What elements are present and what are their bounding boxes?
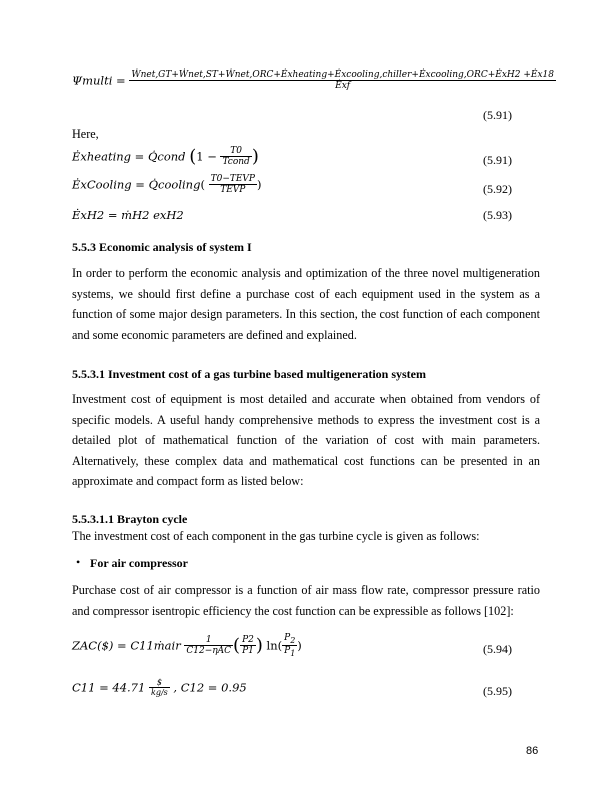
paragraph-553: In order to perform the economic analysis and optimization of the three novel multigeneration systems, we should first define a purchase cost of each equipment used in the system as a function of some major design parameters. In this section, the cost function of each component and some economic parameters are defined and explained. [72, 266, 540, 342]
equation-ex-h2: ĖxH2 = ṁH2 exH2 [72, 208, 184, 222]
eq-cooling-den: TEVP [220, 185, 246, 195]
eq-psi-numerator: Ẇnet,GT+Ẇnet,ST+Ẇnet,ORC+Ėxheating+Ėxcooling,chiller+Ėxcooling,ORC+ĖxH2 +Ėx18 [131, 70, 554, 80]
paragraph-air-compressor: Purchase cost of air compressor is a function of air mass flow rate, compressor pressure ratio and compressor isentropic efficiency the cost function can be expressible as follows [102]: [72, 583, 540, 618]
eq-number-594: (5.94) [483, 642, 512, 656]
eq-zac-f2-den: P1 [242, 645, 254, 656]
eq-zac-f2-num: P2 [242, 634, 254, 645]
eq-psi-lhs: Ψmulti = [72, 73, 126, 88]
page-number: 86 [526, 745, 539, 757]
paragraph-5531: Investment cost of equipment is most detailed and accurate when obtained from vendors of specific models. A useful handy comprehensive methods to express the investment cost is a detailed plot of mathematical function of the variation of cost with main parameters. Alternatively, these complex data and mathematical cost functions can be presented in an approximate and compact form as listed below: [72, 392, 540, 488]
eq-number-595: (5.95) [483, 684, 512, 698]
section-heading-553: 5.5.3 Economic analysis of system I [72, 240, 252, 254]
equation-ex-cooling: ĖxCooling = Q̇cooling( $\frac{\text{T0−TEVP}}{\text{TEVP}}$ ) [72, 174, 262, 195]
section-heading-55311: 5.5.3.1.1 Brayton cycle [72, 512, 188, 526]
eq-c11-unit-num: $ [149, 678, 170, 688]
eq-c12: , C12 = 0.95 [173, 680, 247, 695]
eq-number-591b: (5.91) [483, 153, 512, 167]
eq-psi-denominator: Ėxf [335, 81, 351, 91]
here-label: Here, [72, 127, 99, 141]
bullet-dot-icon: • [76, 555, 81, 569]
eq-number-591a: (5.91) [483, 108, 512, 122]
eq-number-593: (5.93) [483, 208, 512, 222]
eq-cooling-lhs: ĖxCooling = Q̇cooling [72, 177, 201, 192]
eq-zac-f1-num: 1 [184, 635, 233, 646]
paragraph-brayton: The investment cost of each component in the gas turbine cycle is given as follows: [72, 529, 480, 543]
eq-c11: C11 = 44.71 [72, 680, 146, 695]
eq-cooling-num: T0−TEVP [210, 174, 255, 184]
eq-zac-ln: ln( [266, 638, 283, 653]
eq-heating-den: Tcond [222, 157, 250, 167]
equation-zac: ZAC($) = C11ṁair $\frac{1}{\text{C12−ηAC}}$ ( $\frac{P2}{P1}$ ) ln( $\frac{P_2}{P_1}$ ) [72, 633, 302, 658]
eq-number-592: (5.92) [483, 182, 512, 196]
equation-ex-heating: Ėxheating = Q̇cond (1 − $\frac{T0}{\text{Tcond}}$ ) [72, 146, 259, 167]
eq-heating-one-minus: 1 − [196, 149, 217, 164]
eq-c11-unit-den: kg/s [150, 688, 168, 697]
eq-heating-lhs: Ėxheating = Q̇cond [72, 149, 186, 164]
eq-heating-num: T0 [220, 146, 251, 157]
bullet-air-compressor: For air compressor [90, 556, 188, 570]
equation-c11-c12 [72, 678, 247, 697]
eq-zac-f1-den: C12−ηAC [186, 645, 232, 656]
section-heading-5531: 5.5.3.1 Investment cost of a gas turbine based multigeneration system [72, 367, 426, 381]
eq-zac-lhs: ZAC($) = C11ṁair [72, 638, 181, 653]
equation-psi-multi [72, 70, 556, 91]
